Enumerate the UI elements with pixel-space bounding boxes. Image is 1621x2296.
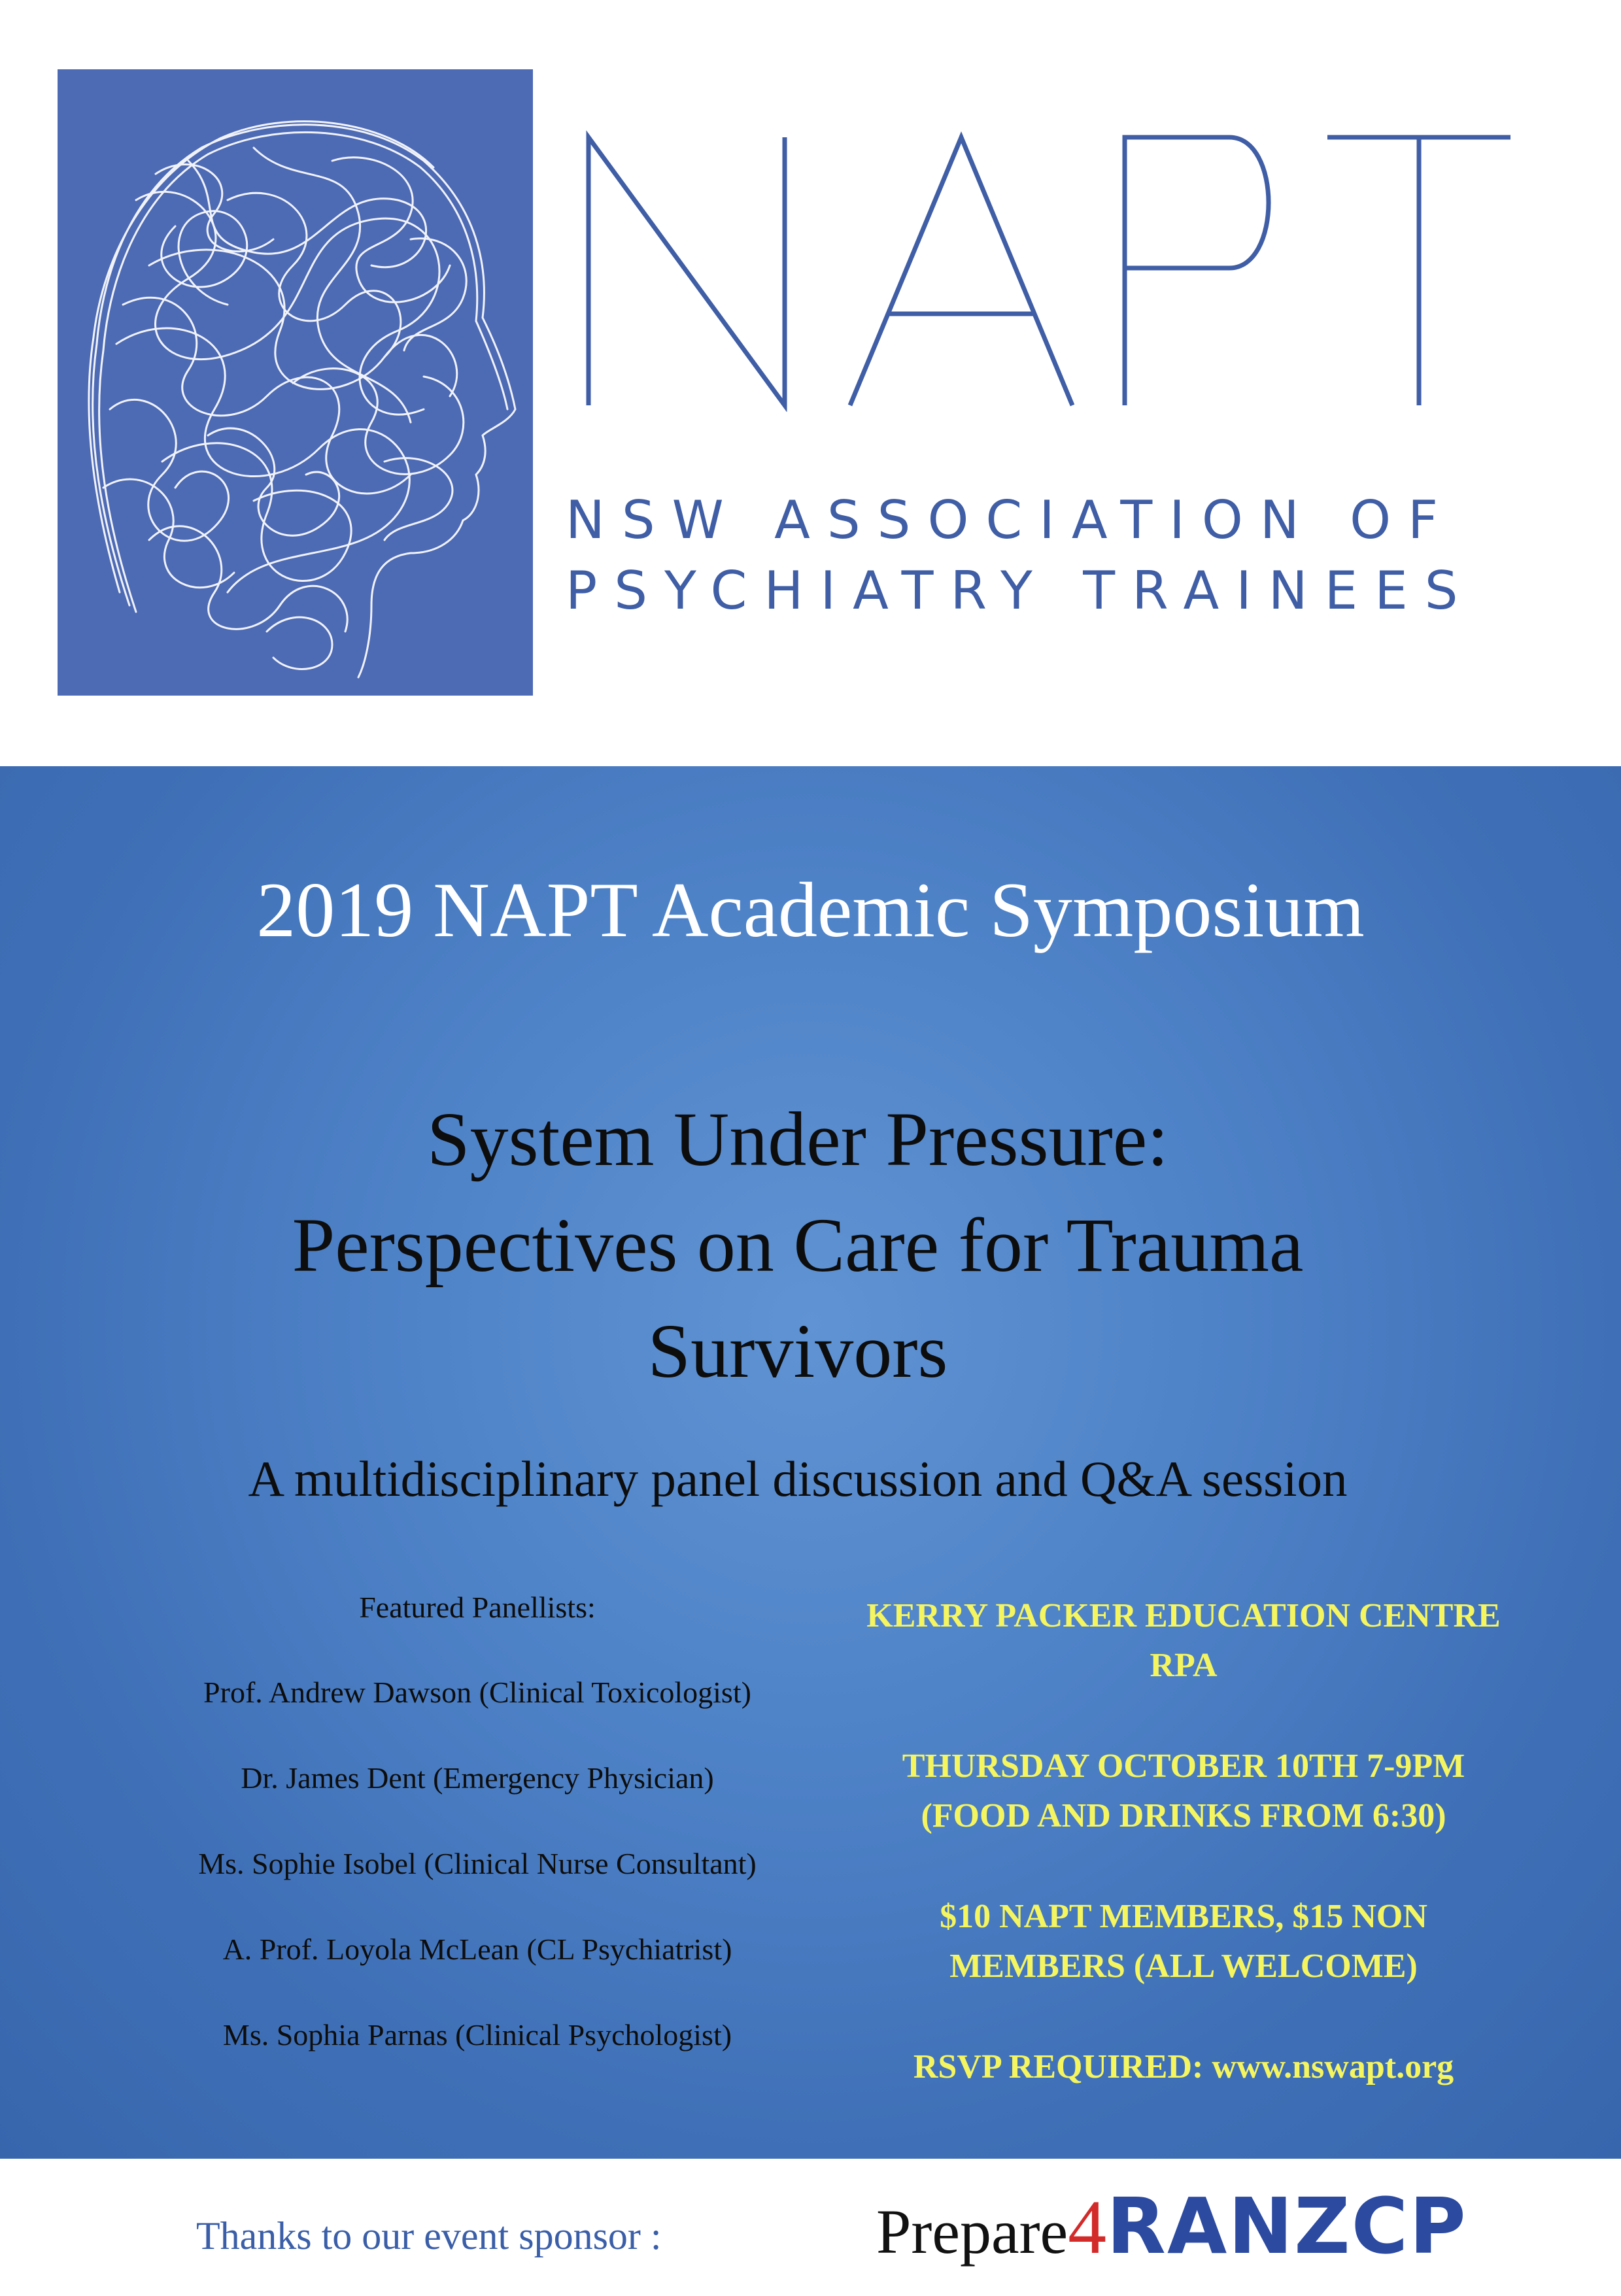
panellist-item: A. Prof. Loyola McLean (CL Psychiatrist) — [222, 1933, 732, 1966]
date-detail — [804, 1742, 1563, 1841]
org-name-line2: PSYCHIATRY TRAINEES — [566, 560, 1475, 621]
sponsor-logo-part3: RANZCP — [1106, 2181, 1467, 2271]
scribble-head-icon — [58, 69, 533, 696]
topic-title — [131, 1087, 1465, 1404]
session-subtitle: A multidisciplinary panel discussion and Q&A session — [248, 1451, 1348, 1507]
venue-detail — [804, 1591, 1563, 1691]
panellist-item: Prof. Andrew Dawson (Clinical Toxicologist) — [203, 1676, 751, 1709]
topic-line-2: Perspectives on Care for Trauma — [292, 1202, 1304, 1288]
rsvp-detail — [804, 2042, 1563, 2092]
date-line-1: THURSDAY OCTOBER 10TH 7-9PM — [902, 1747, 1465, 1785]
org-name-line1: NSW ASSOCIATION OF — [566, 490, 1456, 550]
price-detail — [804, 1892, 1563, 1991]
panellist-item: Ms. Sophie Isobel (Clinical Nurse Consultant) — [198, 1847, 757, 1880]
price-line-2: MEMBERS (ALL WELCOME) — [949, 1948, 1418, 1985]
logo-box — [58, 69, 533, 696]
event-panel — [0, 766, 1621, 2159]
venue-line-2: RPA — [1150, 1647, 1218, 1684]
sponsor-logo-part2: 4 — [1068, 2184, 1107, 2270]
org-name — [566, 485, 1520, 626]
symposium-title: 2019 NAPT Academic Symposium — [256, 866, 1365, 953]
venue-line-1: KERRY PACKER EDUCATION CENTRE — [866, 1597, 1501, 1634]
panellist-item: Dr. James Dent (Emergency Physician) — [241, 1761, 714, 1795]
topic-line-1: System Under Pressure: — [427, 1096, 1169, 1182]
date-line-2: (FOOD AND DRINKS FROM 6:30) — [921, 1797, 1446, 1834]
panellists-heading: Featured Panellists: — [359, 1591, 596, 1624]
sponsor-thanks: Thanks to our event sponsor : — [196, 2214, 662, 2257]
rsvp-line: RSVP REQUIRED: www.nswapt.org — [913, 2048, 1454, 2085]
sponsor-logo-part1: Prepare — [876, 2197, 1068, 2267]
price-line-1: $10 NAPT MEMBERS, $15 NON — [940, 1898, 1427, 1935]
topic-line-3: Survivors — [647, 1308, 948, 1394]
sponsor-logo — [876, 2180, 1467, 2296]
org-acronym — [575, 124, 1517, 412]
panellist-item: Ms. Sophia Parnas (Clinical Psychologist) — [222, 2018, 732, 2051]
